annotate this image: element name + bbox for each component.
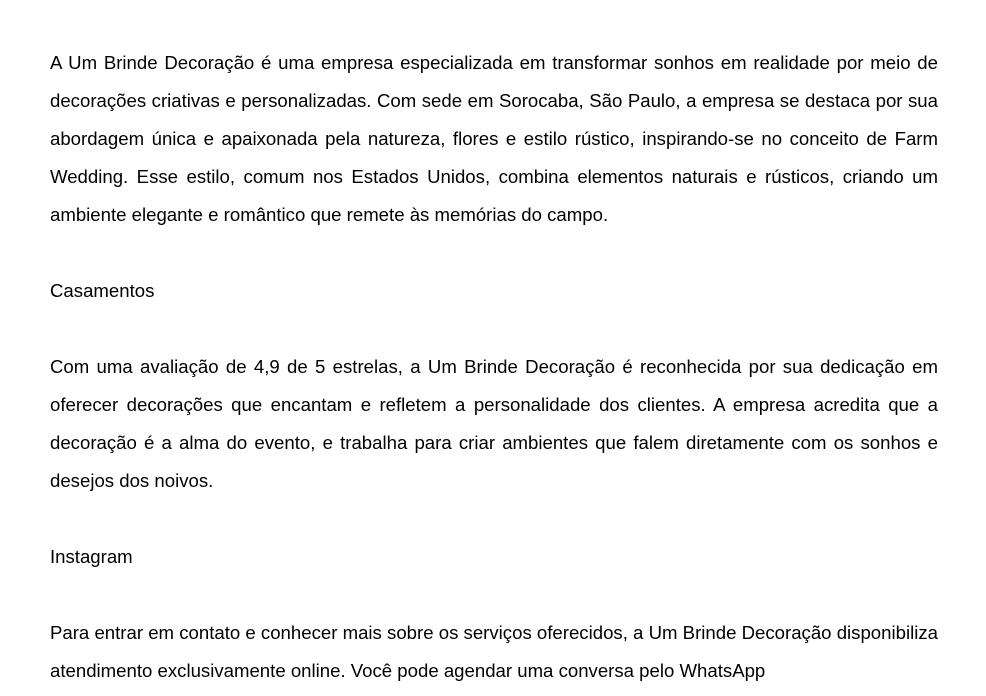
section-heading-instagram: Instagram bbox=[50, 546, 133, 567]
paragraph-spacer bbox=[50, 576, 938, 614]
paragraph-spacer bbox=[50, 310, 938, 348]
paragraph-spacer bbox=[50, 500, 938, 538]
intro-paragraph: A Um Brinde Decoração é uma empresa especializada em transformar sonhos em realidade por meio de decorações criativas e personalizadas. Com sede em Sorocaba, São Paulo, a empresa se destaca por sua abordagem única e apaixonada pela natureza, flores e estilo rústico, inspirando-se no conceito de Farm Wedding. Esse estilo, comum nos Estados Unidos, combina elementos naturais e rústicos, criando um ambiente elegante e romântico que remete às memórias do campo. bbox=[50, 52, 938, 225]
rating-paragraph: Com uma avaliação de 4,9 de 5 estrelas, a Um Brinde Decoração é reconhecida por sua dedicação em oferecer decorações que encantam e refletem a personalidade dos clientes. A empresa acredita que a decoração é a alma do evento, e trabalha para criar ambientes que falem diretamente com os sonhos e desejos dos noivos. bbox=[50, 356, 938, 491]
section-heading-casamentos: Casamentos bbox=[50, 280, 155, 301]
contact-paragraph: Para entrar em contato e conhecer mais sobre os serviços oferecidos, a Um Brinde Decoração disponibiliza atendimento exclusivamente online. Você pode agendar uma conversa pelo WhatsApp bbox=[50, 622, 938, 681]
paragraph-spacer bbox=[50, 234, 938, 272]
